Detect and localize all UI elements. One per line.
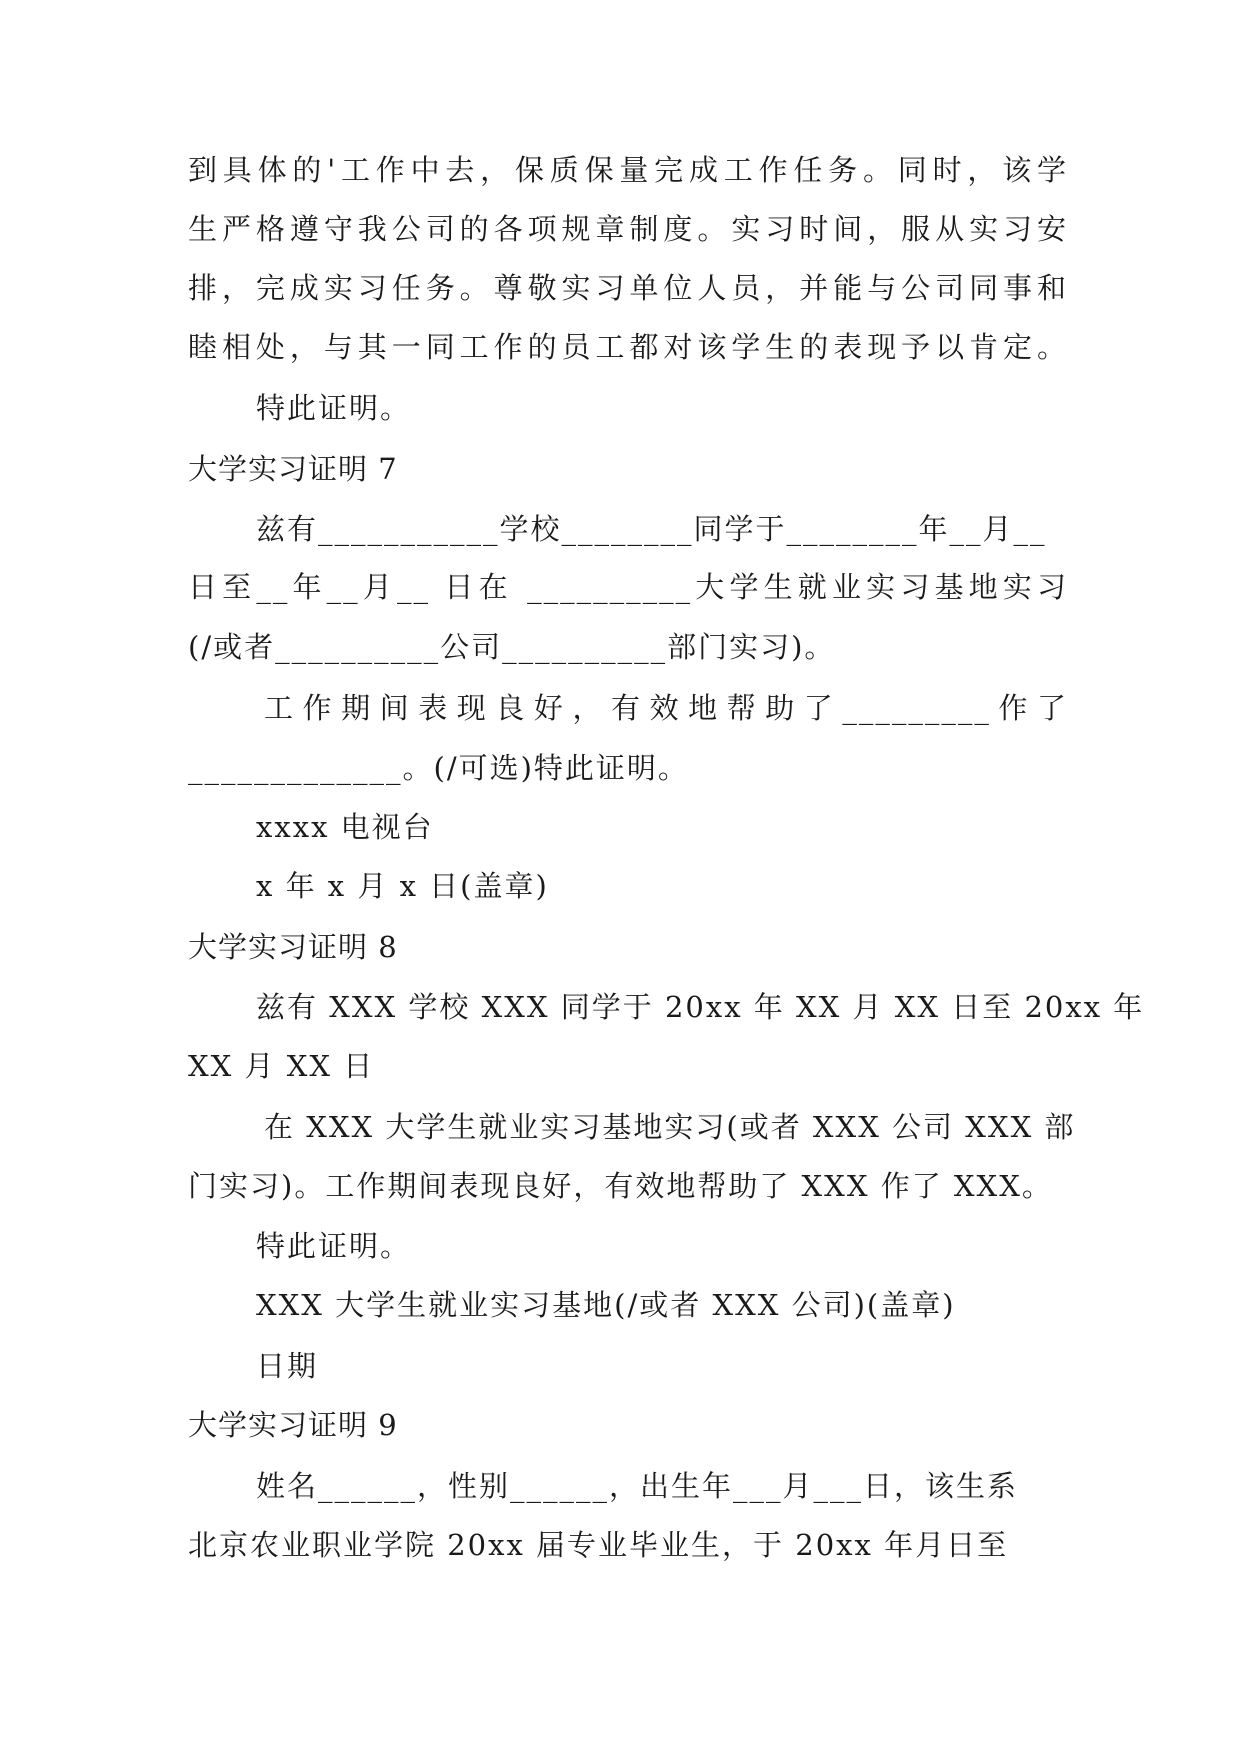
section-heading: 大学实习证明 8 [188,930,398,964]
paragraph-line: _____________。(/可选)特此证明。 [188,751,689,785]
signature-org: XXX 大学生就业实习基地(/或者 XXX 公司)(盖章) [256,1288,956,1322]
paragraph-line: 特此证明。 [256,1229,412,1263]
paragraph-line: 生严格遵守我公司的各项规章制度。实习时间，服从实习安 [188,212,1068,246]
paragraph-line: XX 月 XX 日 [188,1049,375,1083]
paragraph-line: 姓名______，性别______，出生年___月___日，该生系 [256,1469,1019,1503]
paragraph-line: 日至__年__月__ 日在 __________大学生就业实习基地实习 [188,570,1068,604]
paragraph-line: 特此证明。 [256,391,412,425]
paragraph-line: 在 XXX 大学生就业实习基地实习(或者 XXX 公司 XXX 部 [264,1110,1076,1144]
paragraph-line: 北京农业职业学院 20xx 届专业毕业生，于 20xx 年月日至 [188,1528,1009,1562]
paragraph-line: 工作期间表现良好，有效地帮助了_________作了 [264,691,1068,725]
paragraph-line: 兹有___________学校________同学于________年__月__ [256,512,1047,546]
paragraph-line: 兹有 XXX 学校 XXX 同学于 20xx 年 XX 月 XX 日至 20xx 年 [256,990,1145,1024]
signature-org: xxxx 电视台 [256,810,434,844]
paragraph-line: (/或者__________公司__________部门实习)。 [188,630,836,664]
section-heading: 大学实习证明 9 [188,1408,398,1442]
paragraph-line: 到具体的'工作中去，保质保量完成工作任务。同时，该学 [188,153,1068,187]
section-heading: 大学实习证明 7 [188,452,398,486]
paragraph-line: 门实习)。工作期间表现良好，有效地帮助了 XXX 作了 XXX。 [188,1169,1053,1203]
signature-date: 日期 [256,1349,319,1383]
paragraph-line: 排，完成实习任务。尊敬实习单位人员，并能与公司同事和 [188,271,1068,305]
paragraph-line: 睦相处，与其一同工作的员工都对该学生的表现予以肯定。 [188,330,1068,364]
signature-date: x 年 x 月 x 日(盖章) [256,869,549,903]
